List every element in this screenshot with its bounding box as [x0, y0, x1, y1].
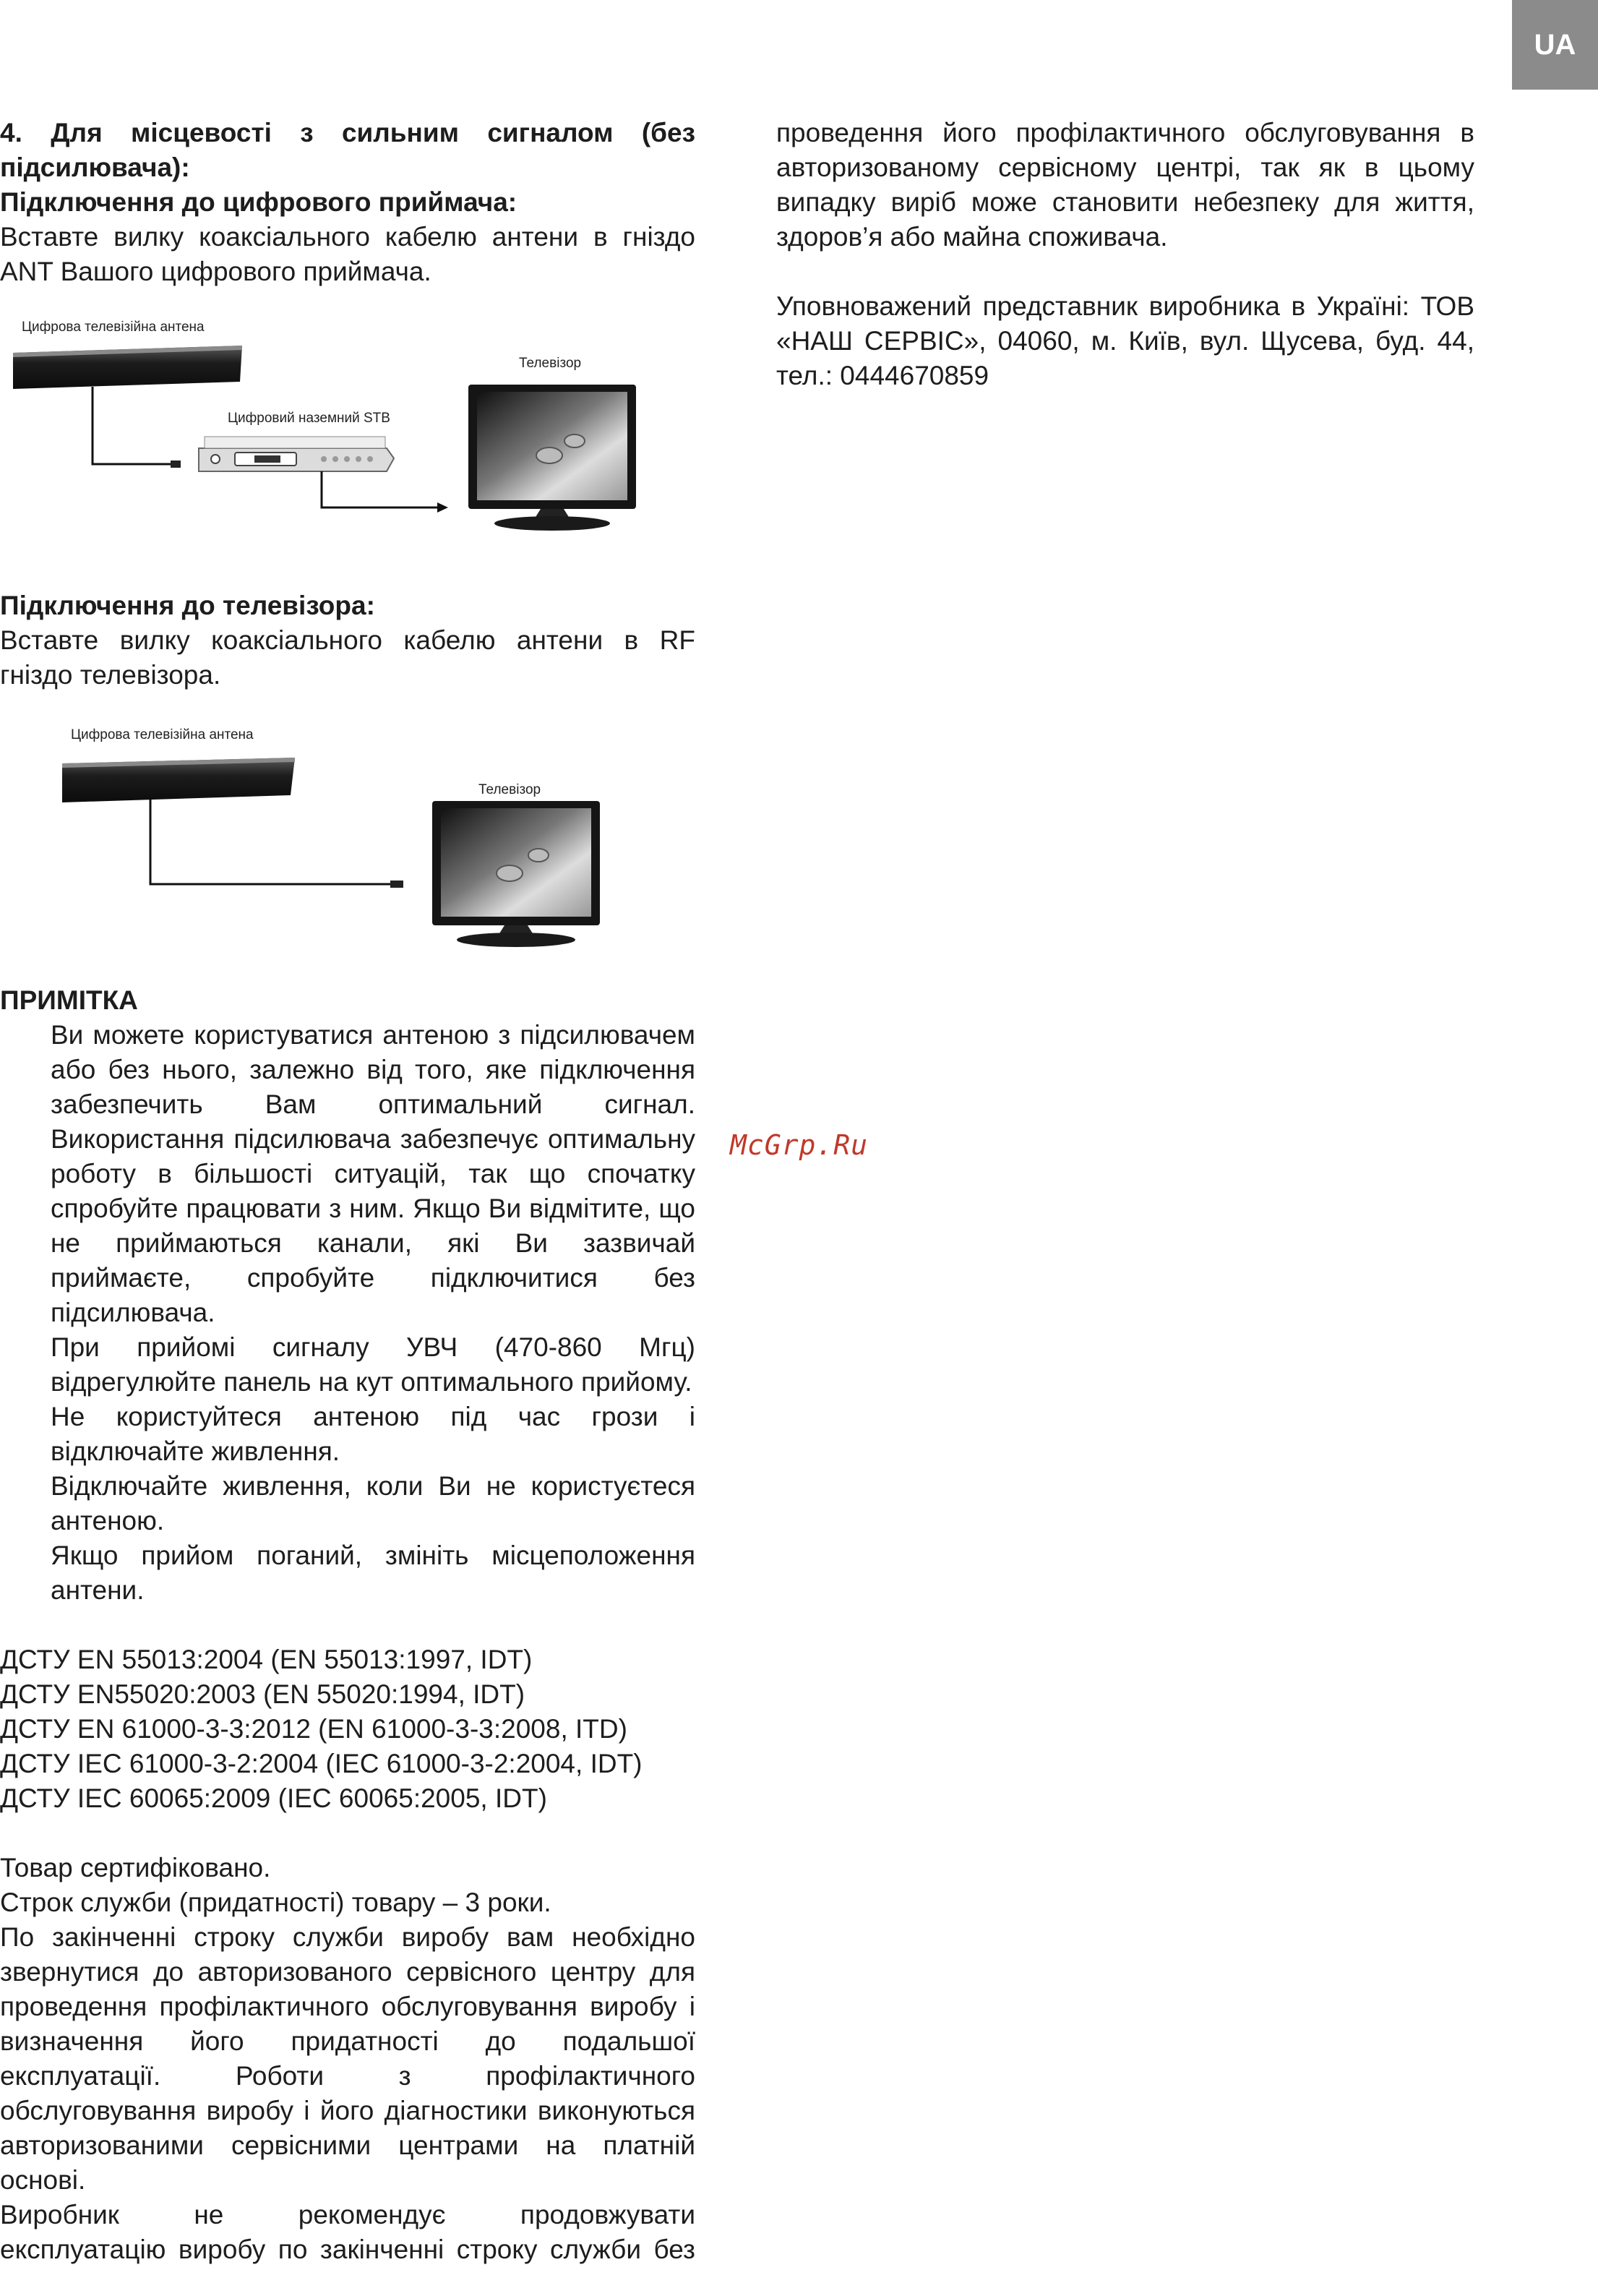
note-title: ПРИМІТКА	[0, 985, 138, 1015]
certified-text: Товар сертифіковано.	[0, 1853, 271, 1882]
note-item: Ви можете користуватися антеною з підсилювачем або без нього, залежно від того, яке підключення забезпечить Вам оптимальний сигнал. Використання підсилювача забезпечує оптимальну роботу в більшості ситуацій, так що спочатку спробуйте працювати з ним. Якщо Ви відмітите, що не приймаються канали, які Ви зазвичай приймаєте, спробуйте підключитися без підсилювача.	[51, 1020, 695, 1327]
note-list	[0, 1018, 695, 1608]
tv-image	[432, 801, 600, 947]
diagram-antenna-stb-tv	[0, 304, 695, 578]
stb-image	[199, 437, 394, 471]
right-column	[776, 116, 1474, 393]
antenna-label: Цифрова телевізійна антена	[22, 320, 205, 335]
watermark: McGrp.Ru	[730, 1129, 869, 1161]
language-tab: UA	[1512, 0, 1598, 90]
diagram-antenna-tv	[0, 707, 695, 982]
tv-image	[468, 385, 636, 531]
subheading-tv: Підключення до телевізора:	[0, 591, 375, 620]
standard-item: ДСТУ IEC 60065:2009 (IEC 60065:2005, IDT)	[0, 1783, 547, 1813]
standard-item: ДСТУ EN55020:2003 (EN 55020:1994, IDT)	[0, 1679, 525, 1709]
antenna-image	[13, 346, 242, 389]
tv-label: Телевізор	[478, 782, 541, 797]
note-item: Не користуйтеся антеною під час грози і відключайте живлення.	[51, 1402, 695, 1466]
standard-item: ДСТУ EN 61000-3-3:2012 (EN 61000-3-3:2008, ITD)	[0, 1714, 627, 1744]
tv-instruction-line1: Вставте вилку коаксіального кабелю антени в RF	[0, 625, 695, 655]
left-column	[0, 116, 695, 2267]
antenna-image	[62, 758, 295, 802]
tv-label: Телевізор	[519, 356, 582, 371]
authorized-representative: Уповноважений представник виробника в Україні: ТОВ «НАШ СЕРВІС», 04060, м. Київ, вул. Щусева, буд. 44, тел.: 0444670859	[776, 291, 1474, 390]
section-heading-cont: підсилювача):	[0, 153, 190, 182]
manufacturer-paragraph-line1: Виробник не рекомендує продовжувати	[0, 2200, 695, 2229]
stb-label: Цифровий наземний STB	[228, 411, 390, 426]
manufacturer-paragraph-line2: експлуатацію виробу по закінченні строку служби без	[0, 2235, 695, 2264]
tv-instruction-line2: гніздо телевізора.	[0, 660, 221, 690]
receiver-instruction-line1: Вставте вилку коаксіального кабелю антени в гніздо	[0, 222, 695, 252]
note-item: Відключайте живлення, коли Ви не користуєтеся антеною.	[51, 1471, 695, 1535]
antenna-label: Цифрова телевізійна антена	[71, 727, 254, 742]
note-item: Якщо прийом поганий, змініть місцеположення антени.	[51, 1541, 695, 1605]
receiver-instruction-line2: ANT Вашого цифрового приймача.	[0, 257, 431, 286]
standard-item: ДСТУ EN 55013:2004 (EN 55013:1997, IDT)	[0, 1645, 533, 1674]
continued-paragraph: проведення його профілактичного обслуговування в авторизованому сервісному центрі, так як в цьому випадку виріб може становити небезпеку для життя, здоров’я або майна споживача.	[776, 118, 1474, 252]
standards-list	[0, 1642, 695, 1816]
service-life-text: Строк служби (придатності) товару – 3 роки.	[0, 1888, 551, 1917]
standard-item: ДСТУ IEC 61000-3-2:2004 (IEC 61000-3-2:2004, IDT)	[0, 1749, 643, 1778]
note-item: При прийомі сигналу УВЧ (470-860 Мгц) відрегулюйте панель на кут оптимального прийому.	[51, 1332, 695, 1397]
section-heading: 4. Для місцевості з сильним сигналом (без	[0, 118, 695, 147]
subheading-receiver: Підключення до цифрового приймача:	[0, 187, 517, 217]
service-paragraph: По закінченні строку служби виробу вам необхідно звернутися до авторизованого сервісного центру для проведення профілактичного обслуговування виробу і визначення його придатності до подальшої експлуатації. Роботи з профілактичного обслуговування виробу і його діагностики виконуються авторизованими сервісними центрами на платній основі.	[0, 1922, 695, 2195]
